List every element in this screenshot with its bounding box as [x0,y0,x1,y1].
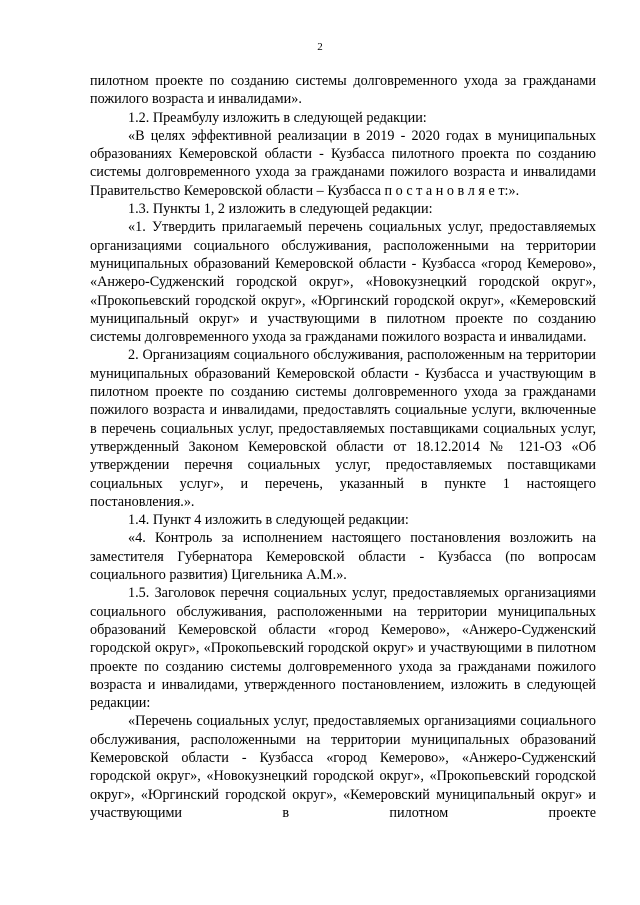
paragraph-item-1-2: 1.2. Преамбулу изложить в следующей редакции: [128,109,427,126]
paragraph-item-1-5: 1.5. Заголовок перечня социальных услуг, предоставляемых организациями социального обслуживания, расположенными на территории муниципальных образований Кемеровской области «город Кемерово», «Анжеро-Судженский городской округ», «Прокопьевский городской округ» и участвующими в пилотном проекте по созданию системы долговременного ухода за гражданами пожилого возраста и инвалидами, утвержденного постановлением, изложить в следующей редакции: [90,585,596,712]
paragraph-point-2: 2. Организациям социального обслуживания, расположенным на территории муниципальных образований Кемеровской области - Кузбасса и участвующим в пилотном проекте по созданию системы долговременного ухода за гражданами пожилого возраста и инвалидами, предоставлять социальные услуги, включенные в перечень социальных услуг, предоставляемых поставщиками социальных услуг, утвержденный Законом Кемеровской области от 18.12.2014 № 121-ОЗ «Об утверждении перечня социальных услуг, предоставляемых поставщиками социальных услуг», и перечень, указанный в пункте 1 настоящего постановления.». [90,347,596,510]
paragraph-point-4: «4. Контроль за исполнением настоящего постановления возложить на заместителя Губернатора Кемеровской области - Кузбасса (по вопросам социального развития) Цигельника А.М.». [90,530,596,584]
paragraph-preamble: «В целях эффективной реализации в 2019 - 2020 годах в муниципальных образованиях Кемеровской области - Кузбасса пилотного проекта по созданию системы долговременного ухода за гражданами пожилого возраста и инвалидами Правительство Кемеровской области – Кузбасса п о с т а н о в л я е т:». [90,127,596,199]
document-body [90,72,596,822]
paragraph-point-1: «1. Утвердить прилагаемый перечень социальных услуг, предоставляемых организациями социального обслуживания, расположенными на территории муниципальных образований Кемеровской области - Кузбасса «город Кемерово», «Анжеро-Судженский городской округ», «Новокузнецкий городской округ», «Прокопьевский городской округ», «Юргинский городской округ», «Кемеровский муниципальный округ» и участвующими в пилотном проекте по созданию системы долговременного ухода за гражданами пожилого возраста и инвалидами. [90,219,596,346]
paragraph-item-1-3: 1.3. Пункты 1, 2 изложить в следующей редакции: [128,201,433,218]
paragraph-list-title: «Перечень социальных услуг, предоставляемых организациями социального обслуживания, расположенными на территории муниципальных образований Кемеровской области - Кузбасса «город Кемерово», «Анжеро-Судженский городской округ», «Новокузнецкий городской округ», «Прокопьевский городской округ», «Юргинский городской округ», «Кемеровский муниципальный округ» и участвующими в пилотном проекте [90,713,596,821]
page-number: 2 [317,41,323,53]
paragraph-item-1-4: 1.4. Пункт 4 изложить в следующей редакции: [128,512,409,529]
paragraph-continuation: пилотном проекте по созданию системы долговременного ухода за гражданами пожилого возраста и инвалидами». [90,73,596,108]
